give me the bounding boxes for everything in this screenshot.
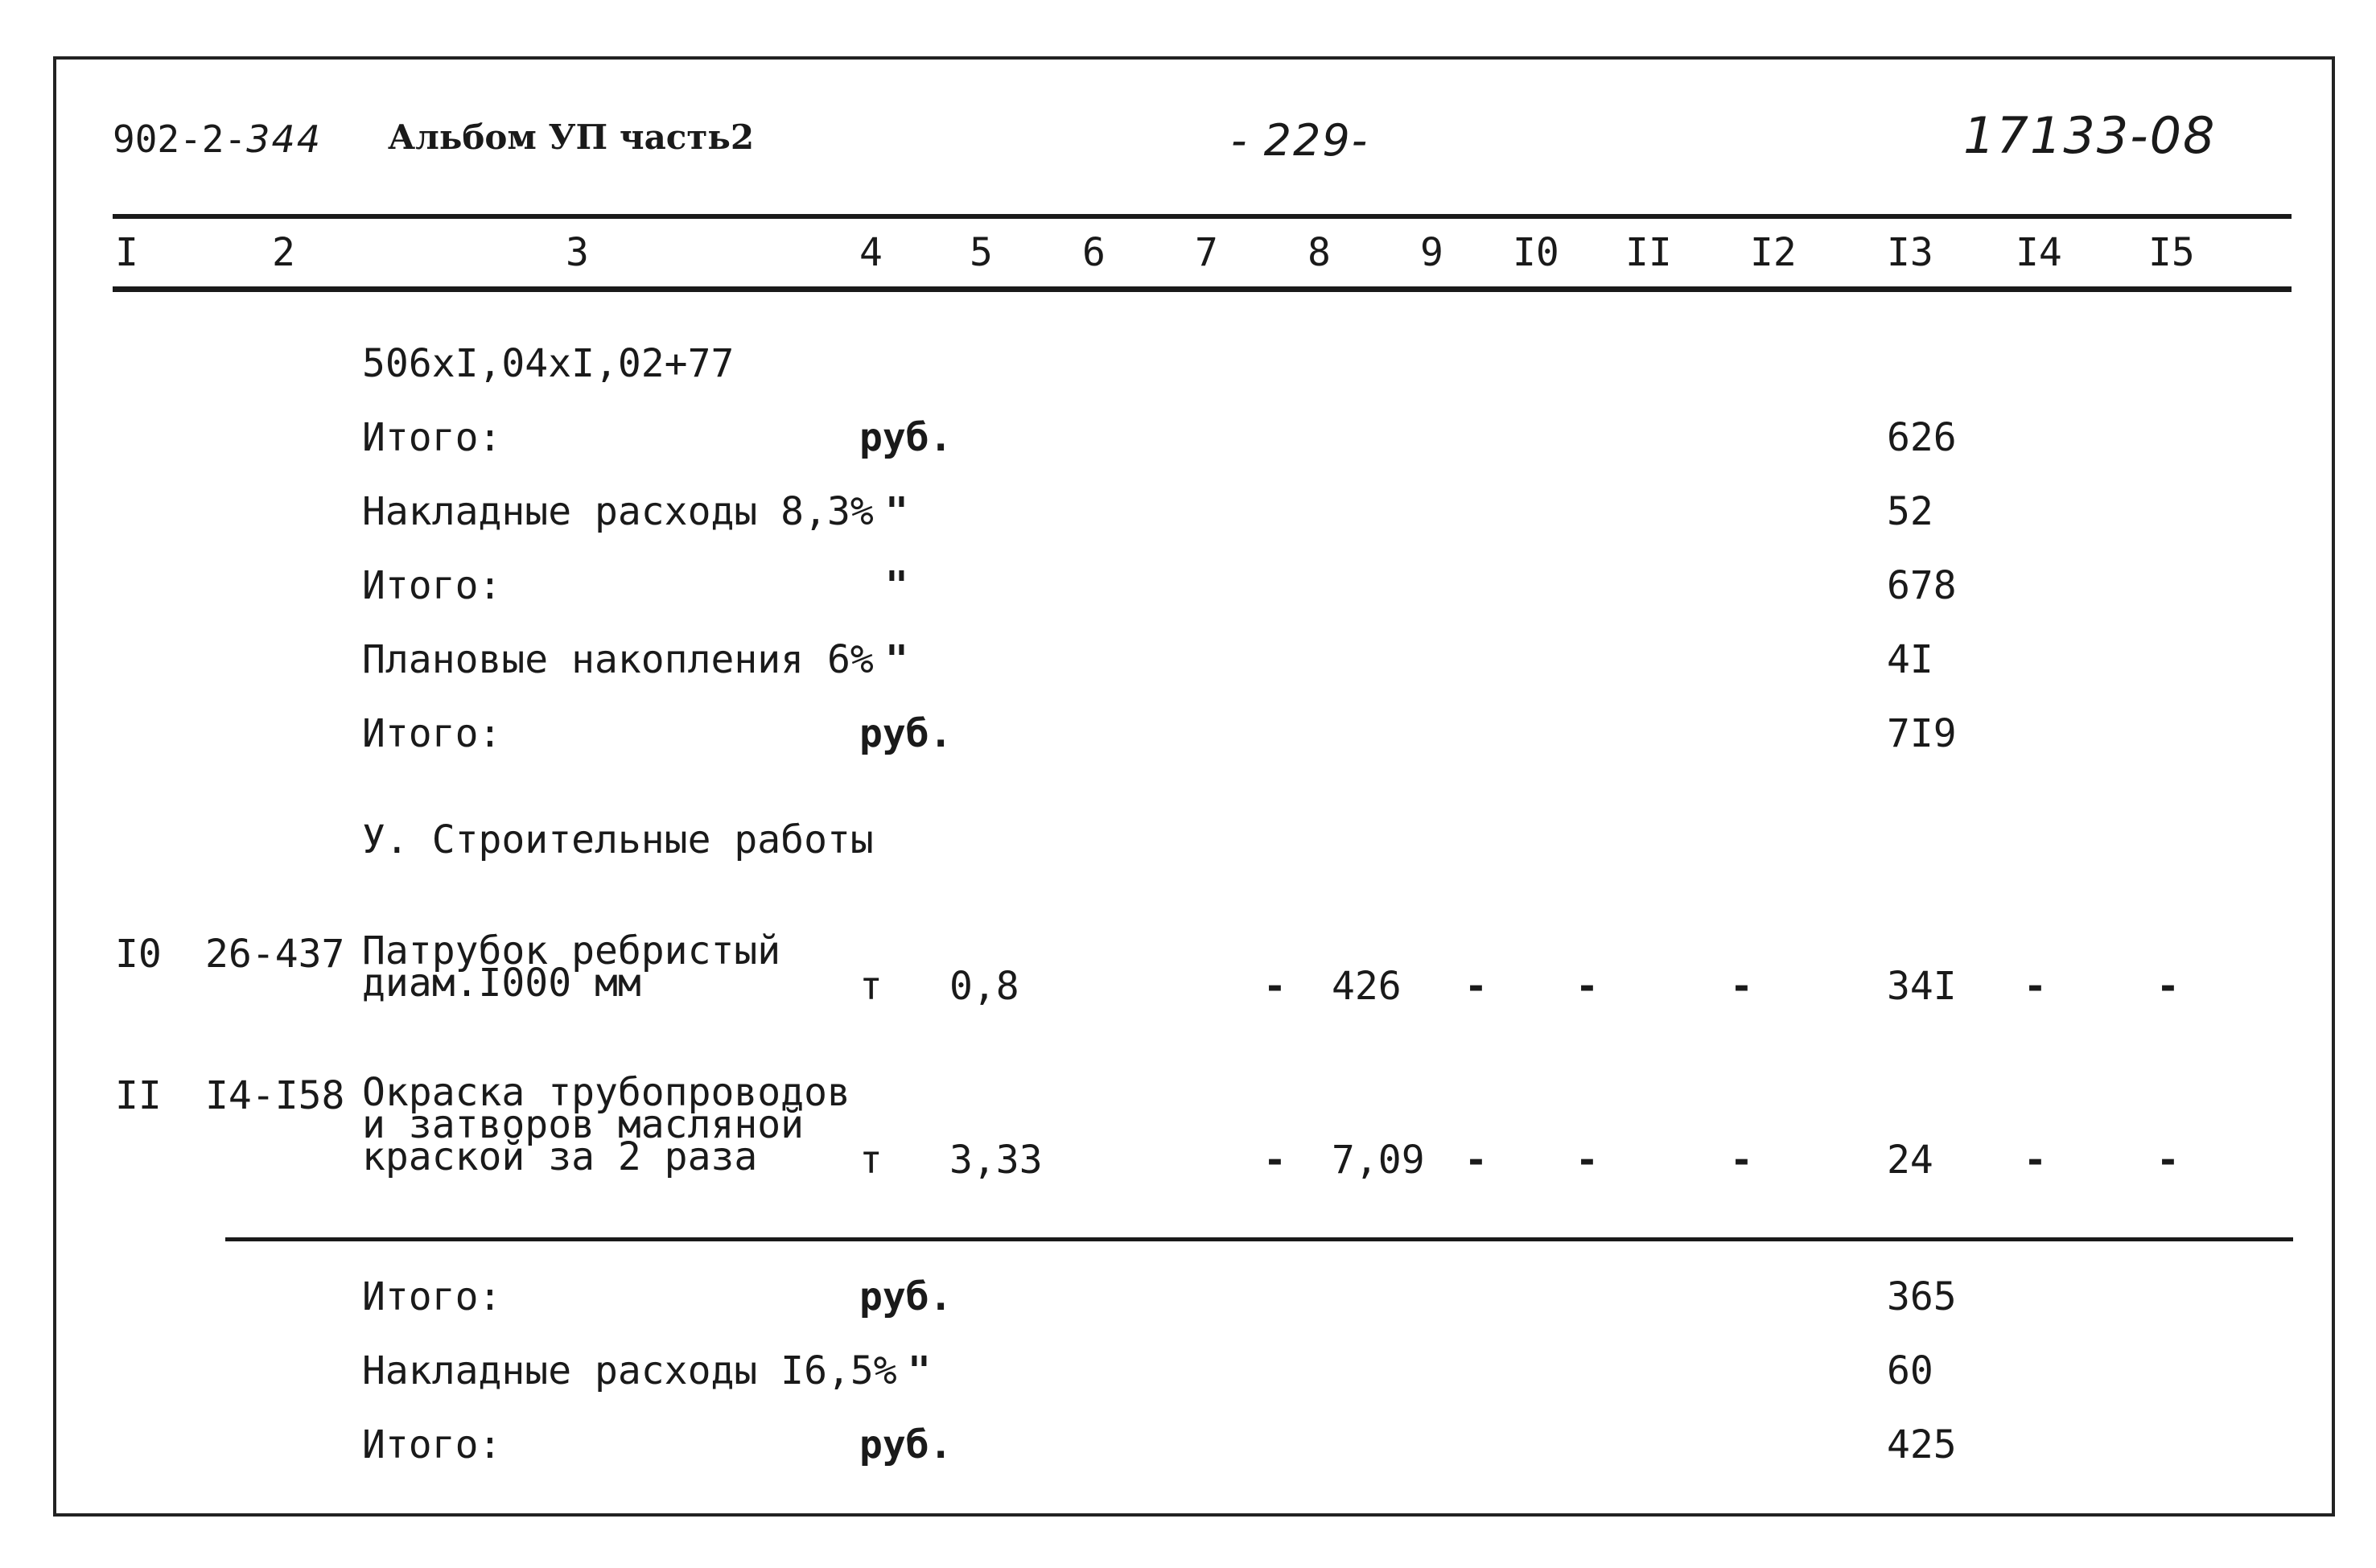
summary-unit: руб. [859,415,953,460]
summary-label: Итого: [362,1274,502,1319]
item-col-7: - [1263,1138,1287,1183]
document-number: 17133-08 [1963,106,2217,165]
summary-unit: " [885,637,908,682]
calculation-formula: 506xI,04xI,02+77 [362,341,735,386]
item-name [362,928,781,1006]
item-col-12: - [1730,964,1753,1009]
item-col-8: 7,09 [1332,1138,1425,1183]
summary-total: 678 [1887,563,1957,608]
item-code: I4-I58 [205,1073,345,1118]
col-header-4: 4 [859,230,883,275]
col-header-5: 5 [970,230,993,275]
summary-label: Итого: [362,711,502,756]
summary-total: 7I9 [1887,711,1957,756]
page-frame-left [53,56,56,1517]
project-code-suffix: 344 [246,117,322,161]
col-header-10: I0 [1513,230,1559,275]
item-col-12: - [1730,1138,1753,1183]
col-header-12: I2 [1750,230,1797,275]
item-name-line: и затворов масляной [362,1102,805,1147]
header-rule-bottom [113,286,2292,292]
col-header-8: 8 [1307,230,1331,275]
summary-total: 365 [1887,1274,1957,1319]
item-col-15: - [2156,964,2180,1009]
item-unit: т [859,964,883,1009]
item-col-14: - [2024,964,2047,1009]
col-header-14: I4 [2016,230,2062,275]
project-code-prefix: 902-2- [113,117,247,161]
page-frame-bottom [53,1513,2335,1517]
col-header-9: 9 [1420,230,1443,275]
summary-unit: руб. [859,711,953,756]
summary-unit: руб. [859,1422,953,1467]
summary-unit: " [908,1348,931,1393]
item-col-9: - [1464,1138,1488,1183]
item-col-13: 34I [1887,964,1957,1009]
item-name-line: диам.I000 мм [362,961,641,1006]
item-col-7: - [1263,964,1287,1009]
summary-total: 626 [1887,415,1957,460]
summary-label: Накладные расходы 8,3% [362,489,874,534]
summary-unit: " [885,563,908,608]
summary-label: Итого: [362,1422,502,1467]
album-title: Альбом УП часть2 [388,117,755,157]
item-col-10: - [1575,1138,1599,1183]
summary-total: 60 [1887,1348,1933,1393]
item-col-10: - [1575,964,1599,1009]
col-header-6: 6 [1082,230,1106,275]
page-frame-right [2332,56,2335,1517]
item-name-line: Окраска трубопроводов [362,1070,850,1115]
summary-total: 425 [1887,1422,1957,1467]
item-col-13: 24 [1887,1138,1933,1183]
summary-unit: " [885,489,908,534]
item-col-9: - [1464,964,1488,1009]
item-number: II [115,1073,162,1118]
col-header-13: I3 [1887,230,1933,275]
item-name-line: Патрубок ребристый [362,928,781,973]
page-frame-top [53,56,2335,60]
section-title: У. Строительные работы [362,817,874,862]
summary-label: Итого: [362,563,502,608]
item-col-8: 426 [1332,964,1402,1009]
summary-unit: руб. [859,1274,953,1319]
page-number: - 229- [1231,115,1369,166]
item-unit: т [859,1138,883,1183]
col-header-11: II [1625,230,1672,275]
summary-total: 4I [1887,637,1933,682]
col-header-3: 3 [566,230,589,275]
summary-total: 52 [1887,489,1933,534]
item-col-15: - [2156,1138,2180,1183]
item-code: 26-437 [205,932,345,977]
item-name [362,1070,850,1179]
item-quantity: 0,8 [949,964,1019,1009]
item-col-14: - [2024,1138,2047,1183]
item-quantity: 3,33 [949,1138,1043,1183]
item-number: I0 [115,932,162,977]
col-header-15: I5 [2148,230,2195,275]
item-name-line: краской за 2 раза [362,1134,758,1179]
col-header-1: I [115,230,138,275]
col-header-2: 2 [272,230,295,275]
summary-label: Плановые накопления 6% [362,637,874,682]
summary-label: Накладные расходы I6,5% [362,1348,897,1393]
summary-label: Итого: [362,415,502,460]
col-header-7: 7 [1195,230,1218,275]
summary-divider [225,1237,2293,1241]
project-code [113,117,322,161]
header-rule-top [113,214,2292,219]
